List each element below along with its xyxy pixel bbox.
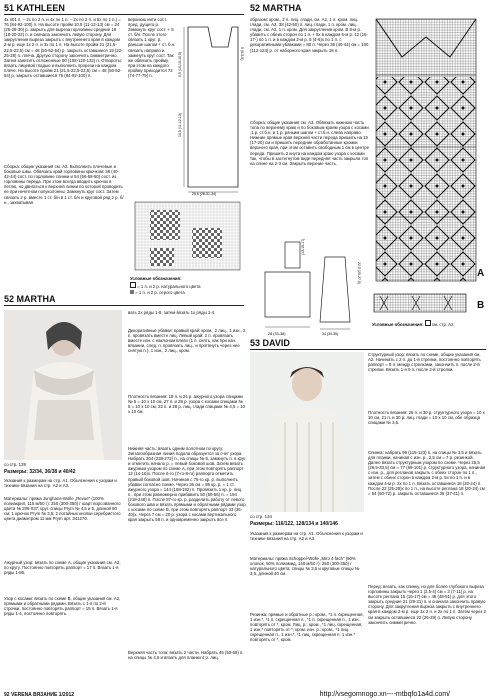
martha-divider xyxy=(4,305,244,306)
kathleen-divider xyxy=(4,14,244,15)
martha-cables: Узор с косами: вязать по схеме В, общие указания см. А2, прямыми и обратными рядами. Вязать с 1-я по 2-й строчки, постоянно повторять раппорт = 15 п. Вязать 1-я ряды 1-4, постоянно повторять. xyxy=(4,596,122,617)
kathleen-assembly: Сборка: общие указания см. А3. Выполнить плечевые и боковые швы. Обвязать край горловины крючком: 38 (40-42-44) сост. по горловине спинки и 54 (56-58-60) сост. из горловины переда. При этом всегда вводить крючок в петлю, но двигаться к верхней линии по которой проводить ее при нечетном полуколонны. Замкнуть круг сост. Затем связать 2 р. вместе 1 ст. б/н в 1 ст. б/н и круговой ряд 2 р. б/н., захватывая xyxy=(4,164,124,205)
kathleen-schematic-label: 25,5 (28-31-34) xyxy=(192,192,217,196)
david-photo-caption: со стр. 134 xyxy=(250,514,272,519)
martha-pattern-chart-b xyxy=(372,292,472,314)
david-front: Перед: вязать, как спинку, но для более глубокого выреза горловины закрыть через 1 (2,5-4) см = 3 (7-11) р. на высоте реглана 15 (16-17) см = 45 (48-51) р. для этого закрыть средние 21 (29-31) п. и сначала закончить правую сторону. Для закругления выреза закрыть с внутреннего края в каждом 2-м р. еще 1х 2 п. и 2х по 1 п. Затем через 2 см закрыть оставшиеся 22 (26-29) п. Левую сторону закончить симметрично. xyxy=(368,584,488,625)
martha-decor: Декоративные убавки: правый край: кром., 2 лиц., 1 изн., 2 п. провязать вместе лиц. Левый край: 2 п. провязать вместе изн. с наклоном влево (1 п. снять, как при изн. вязании, след. п. провязать лиц., и протянуть через нее снятую п.), 1 изн., 2 лиц., кром. xyxy=(128,328,247,354)
david-rib: Резинка: прямые и обратные р.: кром., *1 п. скрещенная, 1 изн.*, *1 п. скрещенная л., *1 п. скрещенная п., 1 изн. повторять от *, кром. Лиц. р.: кром., *1 лиц. скрещенная, 1 изн.* повторять от *, кром. изн. р.: кром., *1 лиц. скрещенная п., 1 изн.*, *1 лиц. скрещенная п. 1 изн.* повторять от *, кром. xyxy=(250,612,365,643)
chart-a-label: A xyxy=(477,268,485,279)
martha-pattern-chart-a xyxy=(372,17,487,289)
martha-sizes-note: Указания к размерам на стр. А1. Объяснения к узорам и технике вязания на стр. А2 и А3. xyxy=(4,478,118,489)
martha-legend-ref: см. стр. А2 xyxy=(431,322,454,327)
martha-legend-title: Условные обозначения: xyxy=(372,322,424,327)
david-sizes-note: Указания к размерам на стр. А1. Объяснения к узорам и технике вязания на стр. А2 и А3. xyxy=(250,531,364,542)
kathleen-legend-title: Условные обозначения: xyxy=(130,276,182,281)
david-header: 53 DAVID xyxy=(250,338,290,348)
martha-schematic-label: 28 (33-38) xyxy=(268,332,286,336)
kathleen-header: 51 KATHLEEN xyxy=(4,3,65,13)
martha-header-top: 52 MARTHA xyxy=(250,3,302,13)
david-divider xyxy=(250,349,486,350)
kathleen-schematic-label: 10,5 (11-12-13) xyxy=(178,113,182,137)
kathleen-schematic xyxy=(178,17,244,195)
martha-header-left: 52 MARTHA xyxy=(4,294,56,304)
martha-schematic-label: 34 (30-35) xyxy=(322,332,339,336)
martha-mid-top: вать 2х ряды 1-8, затем вязать 1х ряды 1-4. xyxy=(128,310,216,315)
martha-top-assembly: Сборка: общие указания см. А3. Обвязать нижнюю часть топа по верхнему краю и по боковым краям узора с косами ,1 р. ст.б.н. и 1 р. рачьим шагом + ст.б.н. слева направо. Нижние прямые края верхней части переда пришить на 15 (17-20) см и пришить передние обработанные кромки верхнего края, при этом оставить свободным 1 см в центре переда. Пришить 2 кнута на каждом краю узора с косами так, чтобы в застегнутом виде передняя часть закрыла топ на спине на 2-3 см. Закрыть верхние часть. xyxy=(250,120,371,166)
kathleen-legend xyxy=(130,276,245,296)
david-density: Плотность вязания: 26 п. и 30 р. структурного узора = 10 х 10 см, 21 п. и 30 р. лиц. глади = 10 х 10 см, обе образца спицами № 3,5. xyxy=(368,410,486,426)
david-photo xyxy=(250,352,364,512)
martha-upper: Верхняя часть топа: вязать 2 части. Набрать 46 (50-58) п. на спицы № 4,5 и вязать для планки 4 р. лиц. xyxy=(128,650,245,661)
martha-sizes: Размеры: 32/34, 36/38 и 40/42 xyxy=(4,469,76,475)
martha-materials: Материалы: пряжа Junghans-Wolle „Revue" (100% полиакрил, 115 м/50 г): 250 (300-350) г шарт ворсованного цвета № 206-037; круг. спицы Prym № 4,5 и 5, длиной 80 см; 1 крючок Prym № 3,5; 2 потайных кнопки серебристого цвета диаметром 11 мм Prym арт. 341270. xyxy=(4,496,122,522)
source-url[interactable]: http://vsegomnogo.xn----mtbqfo1a4d.com/ xyxy=(319,691,450,698)
martha-photo xyxy=(4,310,122,460)
chart-b-label: B xyxy=(477,300,485,311)
david-sizes: Размеры: 116/122, 128/134 и 140/146 xyxy=(250,521,338,527)
kathleen-pattern-chart xyxy=(130,200,245,275)
kathleen-legend-item: = 1 п. и 2 р. серого цвета xyxy=(130,290,245,296)
martha-lower: Нижняя часть: вязать одним полотном по кругу. Зигзагообразная линия подола образуется за счет узора. Набрать 204 (238-272) п., на спицы № 5, замкнуть п. в круг и отметить начало р. = левый боковой шов. Затем вязать ажурным узором по схеме А, при этом повторять раппорт 12 (14-16)х. После 6-го (7-го-8-го) раппорта отметить правый боковой шов. Начиная с 75-го кр. р. выполнить убавки согласно схеме. Через 36 см = 86 кр. р. = 1 ст. ажурного узора = 144 (168-192) п. Провязать 1 кр. р. лиц. п., при этом равномерно прибавить 50 (50-56) п. = 194 (218-248) п. После 87-го кр. р. разделить работу от левого бокового шва и вязать прямыми и обратными рядами узор с косами по схеме В, при этом повторять раппорт 33 (35-40)х. Через 7 см = 20 р. узора с косами вертикального края закрыть 58 п. и одновременно закрыть все п. xyxy=(128,446,247,523)
martha-density: Плотность вязания: 18 п. и 24 р. ажурного узора спицами № 5 = 10 х 10 см, 27 п. и 28 р. узора с косами спицами № 5 = 10 х 10 см, 22 п. и 28 р. лиц. глади спицами № 4,5 = 10 х 10 см. xyxy=(128,394,247,415)
martha-jacquard: Ажурный узор: вязать по схеме А, общие указания см. А2, по кругу. Постоянно повторять раппорт = 17 п. Вязать 1-я ряды 1-86. xyxy=(4,560,122,576)
martha-schematic-label: (13-15-17) xyxy=(301,238,305,255)
kathleen-text-col2: верхнюю нити сост. пред. дущего р. Замкнуть круг сост. + 5 ст. б/н. После этого связать 1 круг. р. раньше шагом + ст. б.н. связать направо и замкнуть круг сост. Так же обвязать пройму, при этом на каждого пройму приходится 72 (74-77-79) п. xyxy=(128,17,177,79)
david-back: Спинка: набрать 99 (115-123) п. на спицы № 3,5 и вязать для планки, начиная с изн. р., 2,5 см = 7 р. резинкой. Далее вязать структурным узором по схеме. Через 25,5 (29,5-33,5) см = 77 (89-101) р. структурного узора, начиная с изн. р., для регланов закрыть с обеих сторон по 1 п., затем с обеих сторон в каждом 2-м р. 5х по 1 п. и в каждом 4-м р. 2х по 1 п. Вязать оставшиеся 18 (20-24) п. После 22 (25-28)х по 1 п., на высоте реглана 18 (20-24) см = 54 (60-72) р. закрыть оставшиеся 35 (37-41) п. xyxy=(368,450,487,496)
martha-top-text: образом: кром., 2 п. лиц. глади, см. А2, 1 п. кром. лиц. глади, см. А2, 38 (42-50) п. лиц. глади, 1 п. кром. лиц. глади, см. А2, 1 п. кром. Для закругления кром. В 8-м р. убавить с обеих сторон по 1 п. + 5х в каждом 6-м р. 12 (15-17-) по 1 п. и в каждом 2-м р. 5 (4-6)х по 1 п. с декоративными убавками = 80 п. Через 36 (40-44) см = 100 (112-124) р. от наборного края закрыть 18 п. xyxy=(250,17,370,53)
kathleen-schematic-label: 0,5 (10-10-10,5) xyxy=(178,51,182,77)
kathleen-text-col1: 4х п01 п. – 2х по 2 п. и 4х по 1 п. – 2х по 2 п. и 5х по 1 п.) = 76 (84-92-100) п. На высоте пройм 10,5 (11-12-13) см = 24 (26-28-30) р. закрыть для выреза горловины средние 18 (18-20-22) п. и сначала закончить левую сторону. Для закругления выреза закрыть с внутреннего края в каждом 2-м р. еще 1х 2 п. и 3х по 1 п. На высоте пройм 21 (21,5-22,5-23,5) см = 48 (50-52-54) р. закрыть оставшиеся 19 (22-25-28) п. плеча. Другую сторону закончить симметрично. Затем занитить отложенные 90 (108-120-132) п. Отвороты: вязать лицевой гладью и выполнить прорези на каждом плече. На высоте пройм 21 (21,5-22,5-23,5) см = 48 (50-52-54) р. закрыть оставшиеся 76 (84-92-100) п. xyxy=(4,17,124,79)
page-footer: 92 VERENA ВЯЗАНИЕ 1/2012 xyxy=(4,692,75,698)
martha-schematic xyxy=(250,237,370,337)
martha-legend xyxy=(372,320,487,328)
david-materials: Материалы: пряжа Schoppel-Wolle „Miro 4-fach" (50% хлопок, 50% полиамид, 140 м/50 г): 250 (300-350) г натурального цвета; спицы № 3,5 и круговые спицы № 3,5, длиной 40 см. xyxy=(250,556,361,577)
kathleen-schematic-label: 5 (5-5-5) xyxy=(240,47,244,61)
martha-photo-caption: со стр. 129 xyxy=(4,462,26,467)
kathleen-legend-item: = 1 п. и 2 р. натурального цвета xyxy=(130,282,245,290)
martha-schematic-label: 22,5 (25-27,5) xyxy=(357,262,361,284)
david-structure: Структурный узор: вязать по схеме, общие указания см. А2. Начинать с 2 п. до 1-й стрелки, постоянно повторять раппорт = 8 п. между стрелками, закончить п. после 2-й стрелки. Вязать 1-я 9 п. после 2-й стрелки. xyxy=(368,352,482,373)
